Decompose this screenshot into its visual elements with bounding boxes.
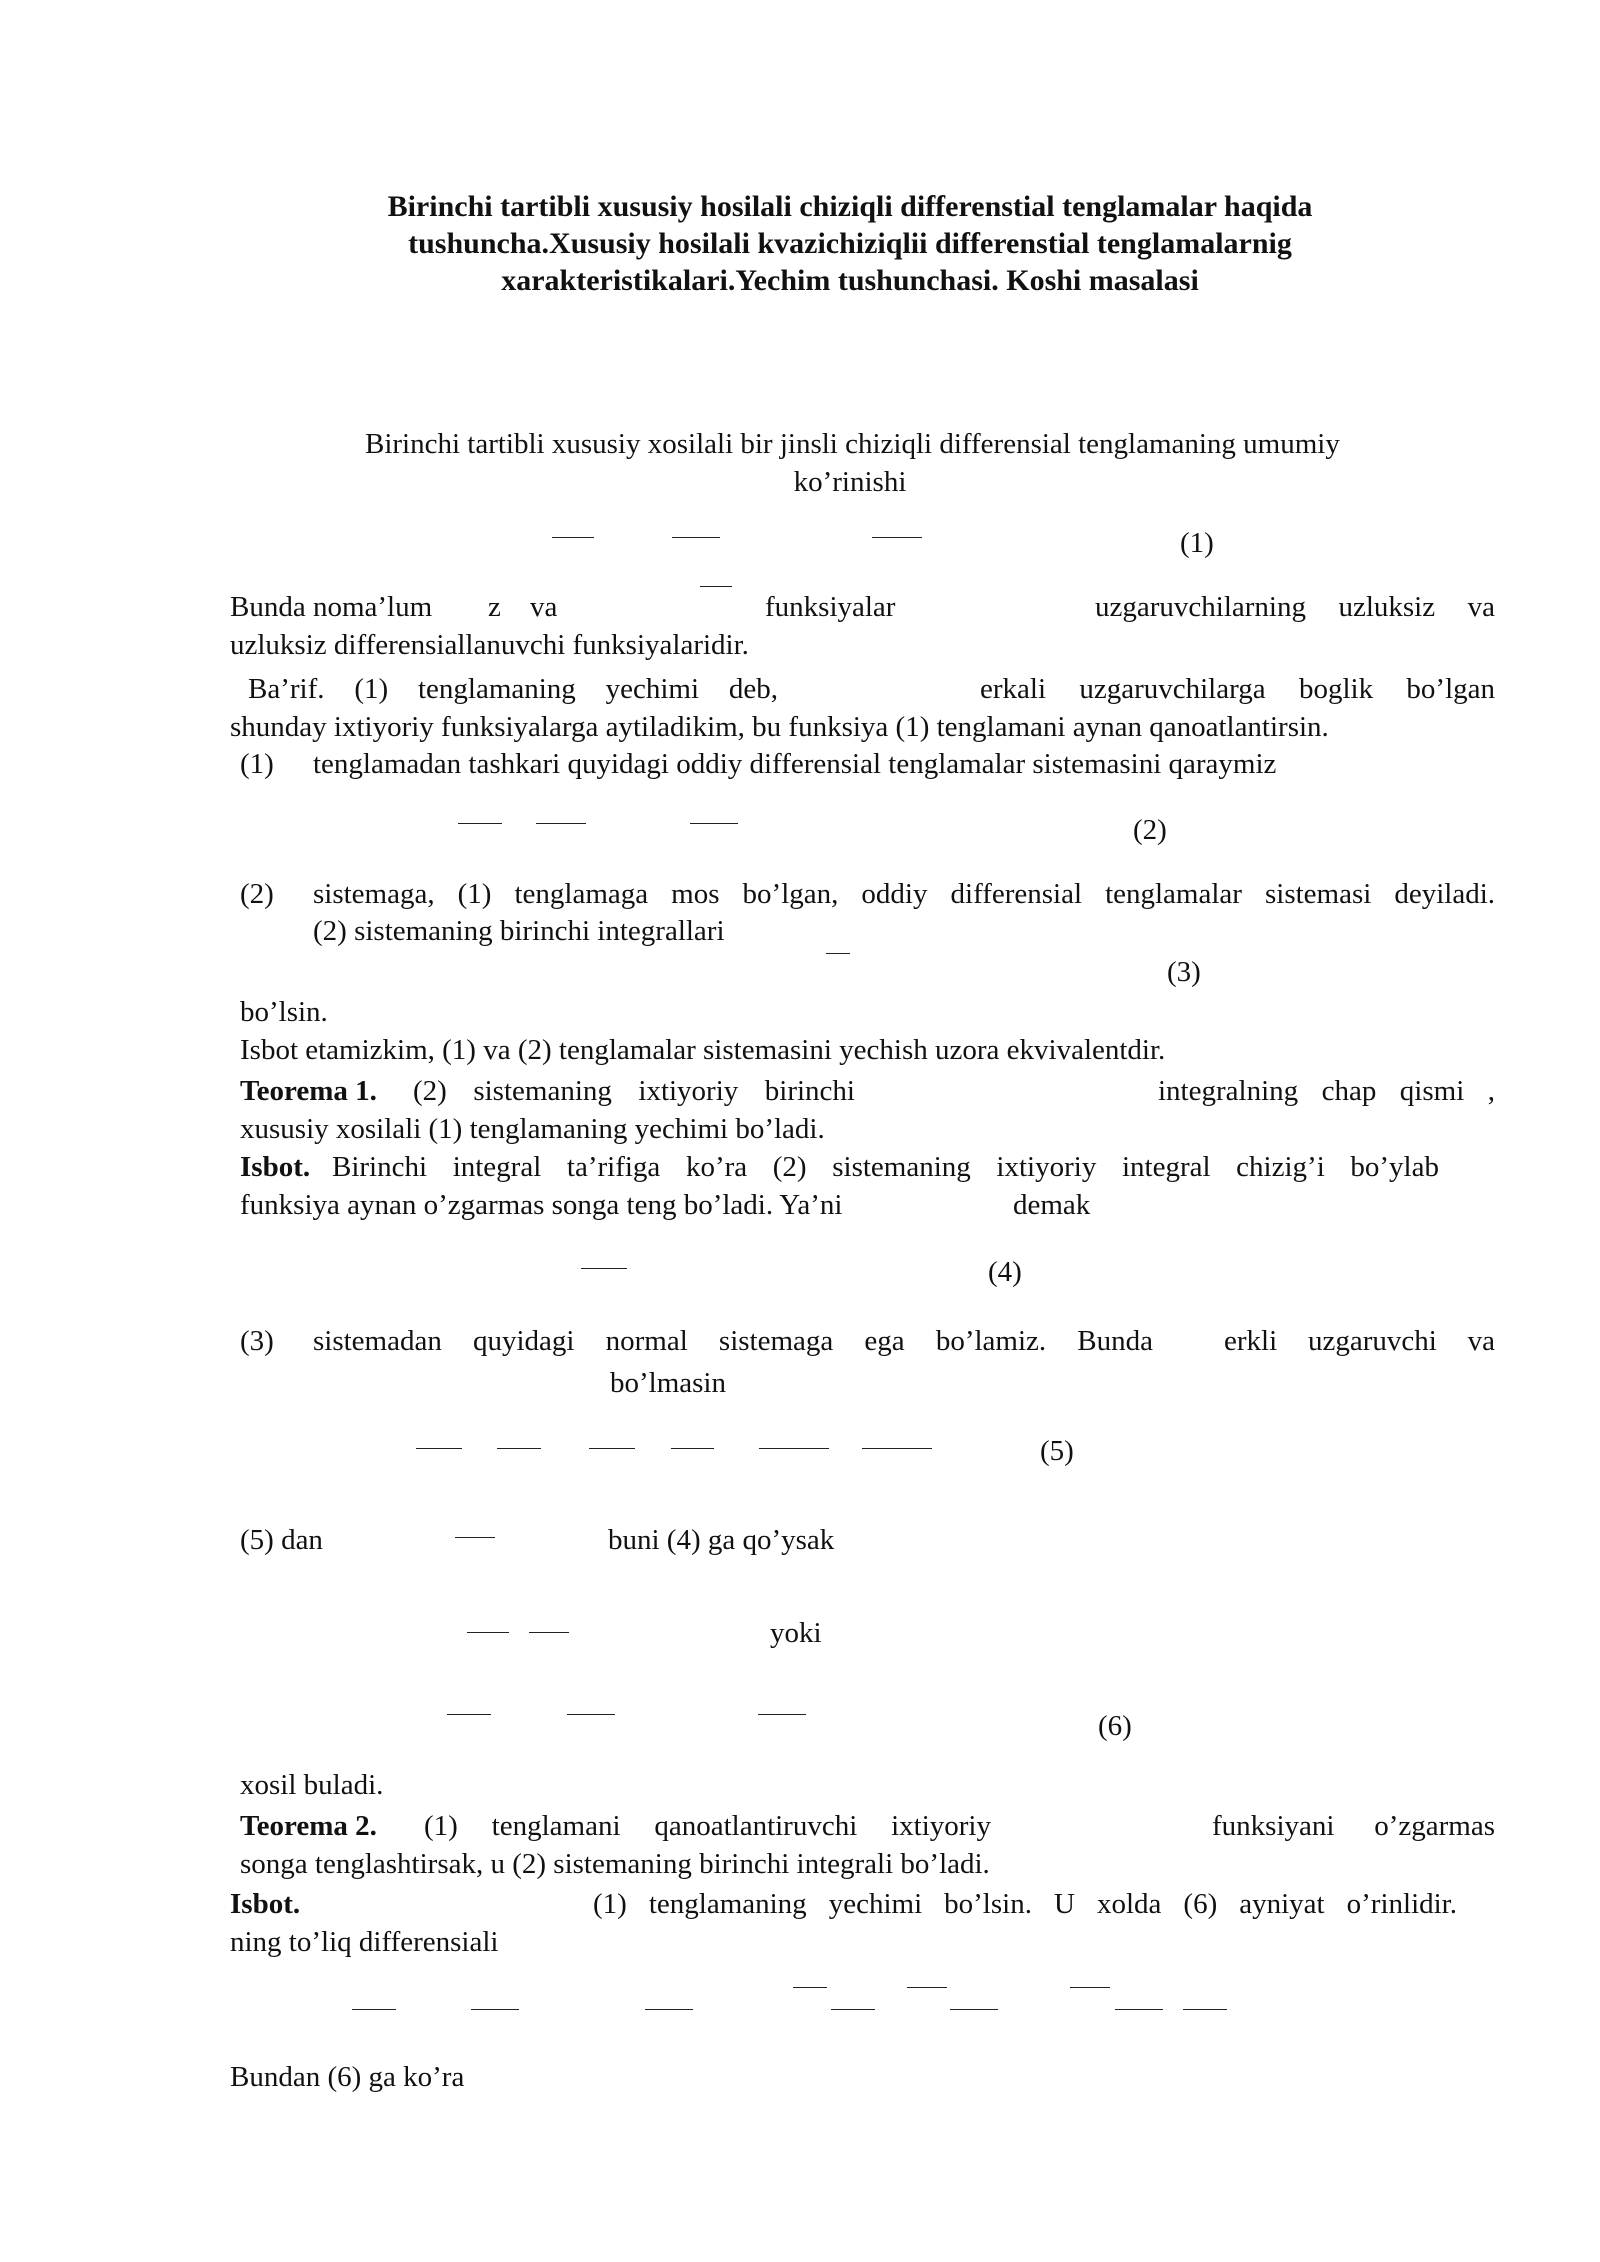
fraction-bar <box>455 1537 495 1538</box>
fraction-bar <box>758 1714 806 1715</box>
proof-1-text: Birinchi integral ta’rifiga ko’ra (2) sistemaning ixtiyoriy integral chizig’i bo’ylab <box>332 1151 1439 1183</box>
fraction-bar <box>872 537 922 538</box>
fraction-bar <box>581 1268 627 1269</box>
fraction-bar <box>793 1987 827 1988</box>
fraction-bar <box>690 823 738 824</box>
fraction-bar <box>907 1987 947 1988</box>
proof-1-line-2a: funksiya aynan o’zgarmas songa teng bo’ladi. Ya’ni <box>240 1189 843 1221</box>
theorem-2-line-2: songa tenglashtirsak, u (2) sistemaning birinchi integrali bo’ladi. <box>240 1848 990 1880</box>
text-funksiyalar: funksiyalar <box>765 591 896 623</box>
theorem-2-text-a: (1) tenglamani qanoatlantiruvchi ixtiyoriy <box>424 1810 991 1842</box>
first-integrals: (2) sistemaning birinchi integrallari <box>313 915 725 947</box>
fraction-bar <box>529 1632 569 1633</box>
fraction-bar <box>552 537 594 538</box>
fraction-bar <box>589 1448 635 1449</box>
fraction-bar <box>645 2009 693 2010</box>
fraction-bar <box>671 1448 714 1449</box>
fraction-bar <box>447 1714 491 1715</box>
text-bolsin: bo’lsin. <box>240 996 328 1028</box>
title-line-3: xarakteristikalari.Yechim tushunchasi. Koshi masalasi <box>501 264 1199 297</box>
para-number: (2) <box>240 878 274 910</box>
definition-start: Ba’rif. (1) tenglamaning yechimi deb, <box>248 673 778 705</box>
text-uzgaruvchilarning: uzgaruvchilarning uzluksiz va <box>1095 591 1495 623</box>
fraction-bar <box>458 823 502 824</box>
text-yoki: yoki <box>770 1617 822 1649</box>
text-z: z <box>488 591 501 623</box>
para-number: (1) <box>240 748 274 780</box>
text-buni: buni (4) ga qo’ysak <box>608 1524 835 1556</box>
theorem-1-text-b: integralning chap qismi , <box>1158 1075 1495 1107</box>
text-5-dan: (5) dan <box>240 1524 323 1556</box>
fraction-bar <box>700 586 732 587</box>
fraction-bar <box>862 1448 932 1449</box>
fraction-bar <box>467 1632 509 1633</box>
fraction-bar <box>1183 2009 1227 2010</box>
text-va: va <box>530 591 558 623</box>
fraction-bar <box>759 1448 829 1449</box>
equation-label-2: (2) <box>1133 814 1167 846</box>
equation-label-3: (3) <box>1167 956 1201 988</box>
intro-line-2: ko’rinishi <box>793 466 907 498</box>
proof-1-line-2b: demak <box>1013 1189 1091 1221</box>
fraction-bar <box>352 2009 396 2010</box>
fraction-bar <box>536 823 586 824</box>
proof-2-label: Isbot. <box>230 1888 301 1920</box>
proof-2-line-2: ning to’liq differensiali <box>230 1926 499 1958</box>
fraction-bar <box>831 2009 875 2010</box>
fraction-bar <box>416 1448 462 1449</box>
text-bunda: Bunda noma’lum <box>230 591 433 623</box>
equation-label-6: (6) <box>1098 1710 1132 1742</box>
proof-1-label: Isbot. <box>240 1151 311 1183</box>
fraction-bar <box>826 953 850 954</box>
fraction-bar <box>497 1448 541 1449</box>
fraction-bar <box>471 2009 519 2010</box>
text-isbot-etamiz: Isbot etamizkim, (1) va (2) tenglamalar sistemasini yechish uzora ekvivalentdir. <box>240 1034 1166 1066</box>
fraction-bar <box>950 2009 998 2010</box>
text-xosil-buladi: xosil buladi. <box>240 1769 384 1801</box>
system-definition: sistemaga, (1) tenglamaga mos bo’lgan, oddiy differensial tenglamalar sistemasi deyiladi. <box>313 878 1495 910</box>
text-bolmasin: bo’lmasin <box>610 1367 726 1399</box>
text-uzluksiz: uzluksiz differensiallanuvchi funksiyalaridir. <box>230 629 749 661</box>
fraction-bar <box>672 537 720 538</box>
theorem-1-label: Teorema 1. <box>240 1075 377 1107</box>
para-number: (3) <box>240 1325 274 1357</box>
fraction-bar <box>1115 2009 1163 2010</box>
text-bundan: Bundan (6) ga ko’ra <box>230 2061 465 2093</box>
equation-label-4: (4) <box>988 1256 1022 1288</box>
intro-line-1: Birinchi tartibli xususiy xosilali bir jinsli chiziqli differensial tenglamaning umumiy <box>365 428 1340 460</box>
normal-system-text: sistemadan quyidagi normal sistemaga ega bo’lamiz. Bunda <box>313 1325 1153 1357</box>
proof-2-text: (1) tenglamaning yechimi bo’lsin. U xolda (6) ayniyat o’rinlidir. <box>593 1888 1457 1920</box>
definition-end: erkali uzgaruvchilarga boglik bo’lgan <box>980 673 1495 705</box>
title-line-1: Birinchi tartibli xususiy hosilali chiziqli differenstial tenglamalar haqida <box>387 190 1313 223</box>
document-title <box>200 188 1500 299</box>
title-line-2: tushuncha.Xususiy hosilali kvazichiziqlii differenstial tenglamalarnig <box>408 227 1292 260</box>
theorem-2-label: Teorema 2. <box>240 1810 377 1842</box>
equation-label-1: (1) <box>1180 527 1214 559</box>
theorem-2-text-b: funksiyani o’zgarmas <box>1212 1810 1495 1842</box>
equation-label-5: (5) <box>1040 1435 1074 1467</box>
theorem-1-text-a: (2) sistemaning ixtiyoriy birinchi <box>413 1075 855 1107</box>
system-intro: tenglamadan tashkari quyidagi oddiy differensial tenglamalar sistemasini qaraymiz <box>313 748 1277 780</box>
theorem-1-line-2: xususiy xosilali (1) tenglamaning yechimi bo’ladi. <box>240 1113 825 1145</box>
definition-line-2: shunday ixtiyoriy funksiyalarga aytiladikim, bu funksiya (1) tenglamani aynan qanoatlantirsin. <box>230 711 1329 743</box>
fraction-bar <box>1070 1987 1110 1988</box>
independent-variable-text: erkli uzgaruvchi va <box>1224 1325 1495 1357</box>
fraction-bar <box>567 1714 615 1715</box>
